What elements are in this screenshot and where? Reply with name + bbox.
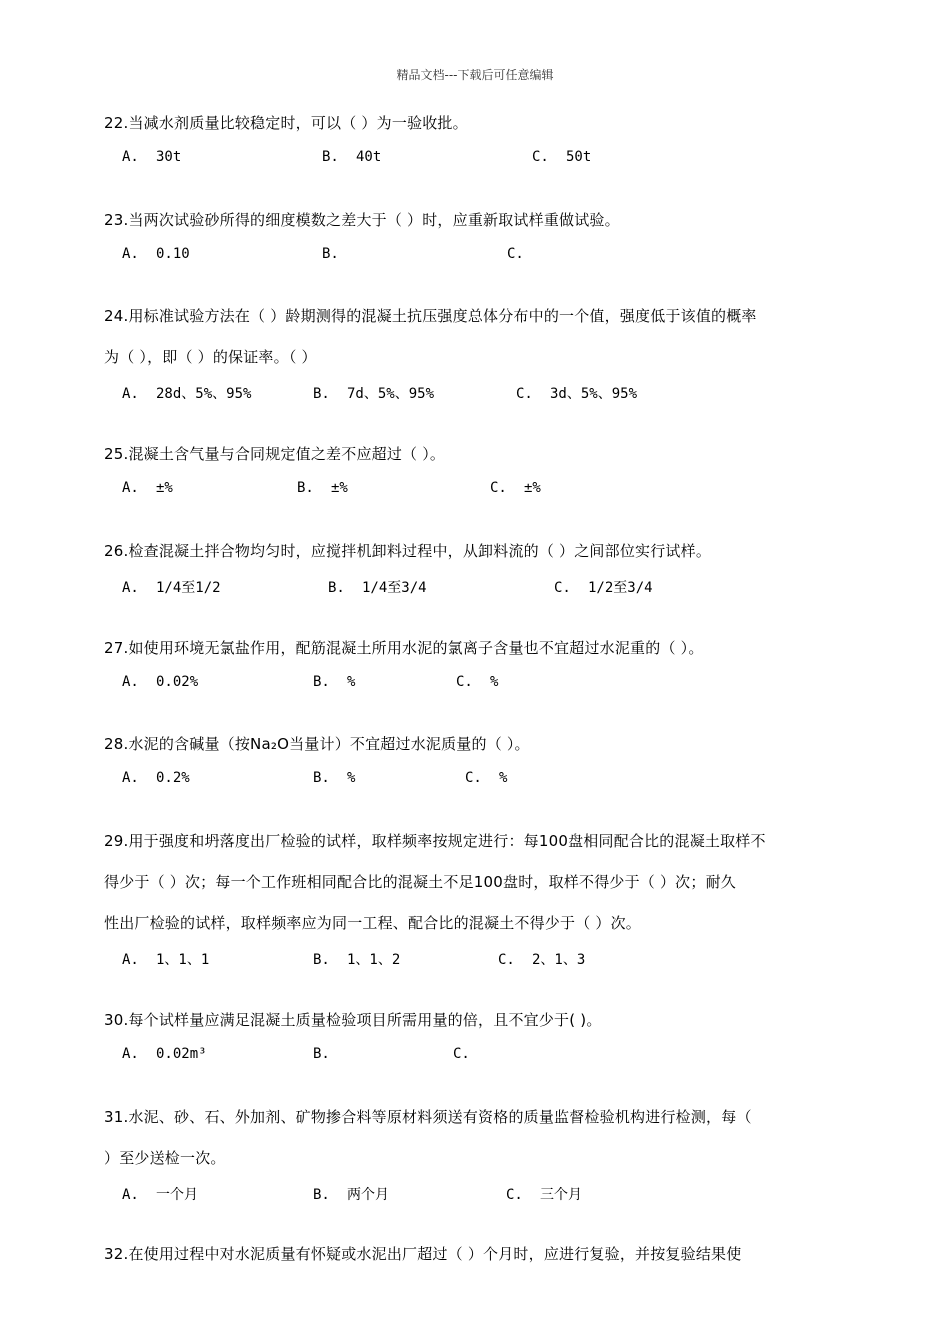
question-text: 26.检查混凝土拌合物均匀时，应搅拌机卸料过程中，从卸料流的（ ）之间部位实行试样。	[104, 542, 712, 560]
question-text: ）至少送检一次。	[104, 1149, 226, 1167]
option-letter: B.	[313, 674, 330, 690]
option-text: 7d、5%、95%	[347, 386, 435, 402]
answer-option	[122, 949, 209, 969]
answer-option	[554, 577, 653, 597]
answer-option	[313, 383, 434, 403]
answer-option	[122, 577, 221, 597]
option-letter: B.	[322, 246, 339, 262]
question-text: 23.当两次试验砂所得的细度模数之差大于（ ）时，应重新取试样重做试验。	[104, 211, 620, 229]
answer-option	[456, 674, 498, 690]
option-letter: B.	[328, 580, 345, 596]
question-text: 32.在使用过程中对水泥质量有怀疑或水泥出厂超过（ ）个月时，应进行复验，并按复验结果使	[104, 1245, 742, 1263]
answer-option	[516, 383, 637, 403]
answer-option	[507, 246, 541, 262]
answer-option	[313, 1184, 389, 1204]
option-letter: A.	[122, 149, 139, 165]
option-text: 1/2至3/4	[588, 580, 653, 596]
answer-option	[465, 770, 507, 786]
answer-option	[322, 246, 356, 262]
option-text: ±%	[331, 480, 348, 496]
answer-option	[122, 383, 251, 403]
option-letter: A.	[122, 674, 139, 690]
option-text: ±%	[156, 480, 173, 496]
question-text: 22.当减水剂质量比较稳定时，可以（ ）为一验收批。	[104, 114, 468, 132]
answer-option	[498, 949, 585, 969]
option-text: 两个月	[347, 1187, 389, 1203]
option-text: %	[347, 770, 356, 786]
question-text: 28.水泥的含碱量（按Na₂O当量计）不宜超过水泥质量的（ ）。	[104, 735, 530, 753]
option-letter: B.	[313, 1187, 330, 1203]
option-letter: B.	[322, 149, 339, 165]
answer-option	[322, 149, 381, 165]
option-text: 1、1、1	[156, 952, 210, 968]
option-letter: C.	[532, 149, 549, 165]
answer-option	[328, 577, 427, 597]
option-letter: A.	[122, 386, 139, 402]
option-letter: B.	[313, 1046, 330, 1062]
answer-option	[490, 480, 541, 496]
option-text: 50t	[566, 149, 592, 165]
question-text: 31.水泥、砂、石、外加剂、矿物掺合料等原材料须送有资格的质量监督检验机构进行检测，每（	[104, 1108, 752, 1126]
option-text: 2、1、3	[532, 952, 586, 968]
question-text: 得少于（ ）次；每一个工作班相同配合比的混凝土不足100盘时，取样不得少于（ ）次；耐久	[104, 873, 736, 891]
option-letter: A.	[122, 1046, 139, 1062]
option-text: 0.2%	[156, 770, 190, 786]
answer-option	[122, 770, 190, 786]
option-letter: A.	[122, 1187, 139, 1203]
option-letter: C.	[507, 246, 524, 262]
option-text: %	[347, 674, 356, 690]
option-text: 28d、5%、95%	[156, 386, 252, 402]
answer-option	[122, 149, 181, 165]
option-text: 三个月	[540, 1187, 582, 1203]
question-text: 27.如使用环境无氯盐作用，配筋混凝土所用水泥的氯离子含量也不宜超过水泥重的（ ）。	[104, 639, 704, 657]
option-letter: A.	[122, 770, 139, 786]
answer-option	[122, 1184, 198, 1204]
answer-option	[313, 1046, 347, 1062]
option-letter: C.	[516, 386, 533, 402]
option-text: 40t	[356, 149, 382, 165]
option-letter: C.	[490, 480, 507, 496]
option-text: %	[490, 674, 499, 690]
question-text: 30.每个试样量应满足混凝土质量检验项目所需用量的倍，且不宜少于( )。	[104, 1011, 602, 1029]
page-header: 精品文档---下载后可任意编辑	[396, 68, 554, 82]
answer-option	[313, 770, 355, 786]
answer-option	[313, 949, 400, 969]
option-text: 0.10	[156, 246, 190, 262]
answer-option	[122, 674, 198, 690]
option-text: %	[499, 770, 508, 786]
option-text: 1/4至1/2	[156, 580, 221, 596]
option-letter: C.	[506, 1187, 523, 1203]
option-letter: B.	[297, 480, 314, 496]
option-text: 1、1、2	[347, 952, 401, 968]
question-text: 25.混凝土含气量与合同规定值之差不应超过（ ）。	[104, 445, 446, 463]
question-text: 24.用标准试验方法在（ ）龄期测得的混凝土抗压强度总体分布中的一个值，强度低于该值的概率	[104, 307, 757, 325]
option-text: 0.02%	[156, 674, 199, 690]
option-letter: C.	[498, 952, 515, 968]
answer-option	[122, 1046, 207, 1062]
option-letter: A.	[122, 480, 139, 496]
answer-option	[453, 1046, 487, 1062]
question-text: 性出厂检验的试样，取样频率应为同一工程、配合比的混凝土不得少于（ ）次。	[104, 914, 641, 932]
option-letter: C.	[554, 580, 571, 596]
option-letter: A.	[122, 952, 139, 968]
option-text: 30t	[156, 149, 182, 165]
option-text: 一个月	[156, 1187, 198, 1203]
option-letter: B.	[313, 952, 330, 968]
option-letter: B.	[313, 386, 330, 402]
answer-option	[532, 149, 591, 165]
answer-option	[122, 480, 173, 496]
option-letter: A.	[122, 580, 139, 596]
answer-option	[313, 674, 355, 690]
option-text: 3d、5%、95%	[550, 386, 638, 402]
option-letter: C.	[453, 1046, 470, 1062]
option-text: 0.02m³	[156, 1046, 207, 1062]
option-letter: B.	[313, 770, 330, 786]
option-letter: C.	[465, 770, 482, 786]
option-letter: C.	[456, 674, 473, 690]
option-letter: A.	[122, 246, 139, 262]
answer-option	[506, 1184, 582, 1204]
option-text: 1/4至3/4	[362, 580, 427, 596]
option-text: ±%	[524, 480, 541, 496]
answer-option	[297, 480, 348, 496]
answer-option	[122, 246, 190, 262]
question-text: 29.用于强度和坍落度出厂检验的试样，取样频率按规定进行：每100盘相同配合比的混凝土取样不	[104, 832, 766, 850]
question-text: 为（ ），即（ ）的保证率。（ ）	[104, 348, 317, 366]
